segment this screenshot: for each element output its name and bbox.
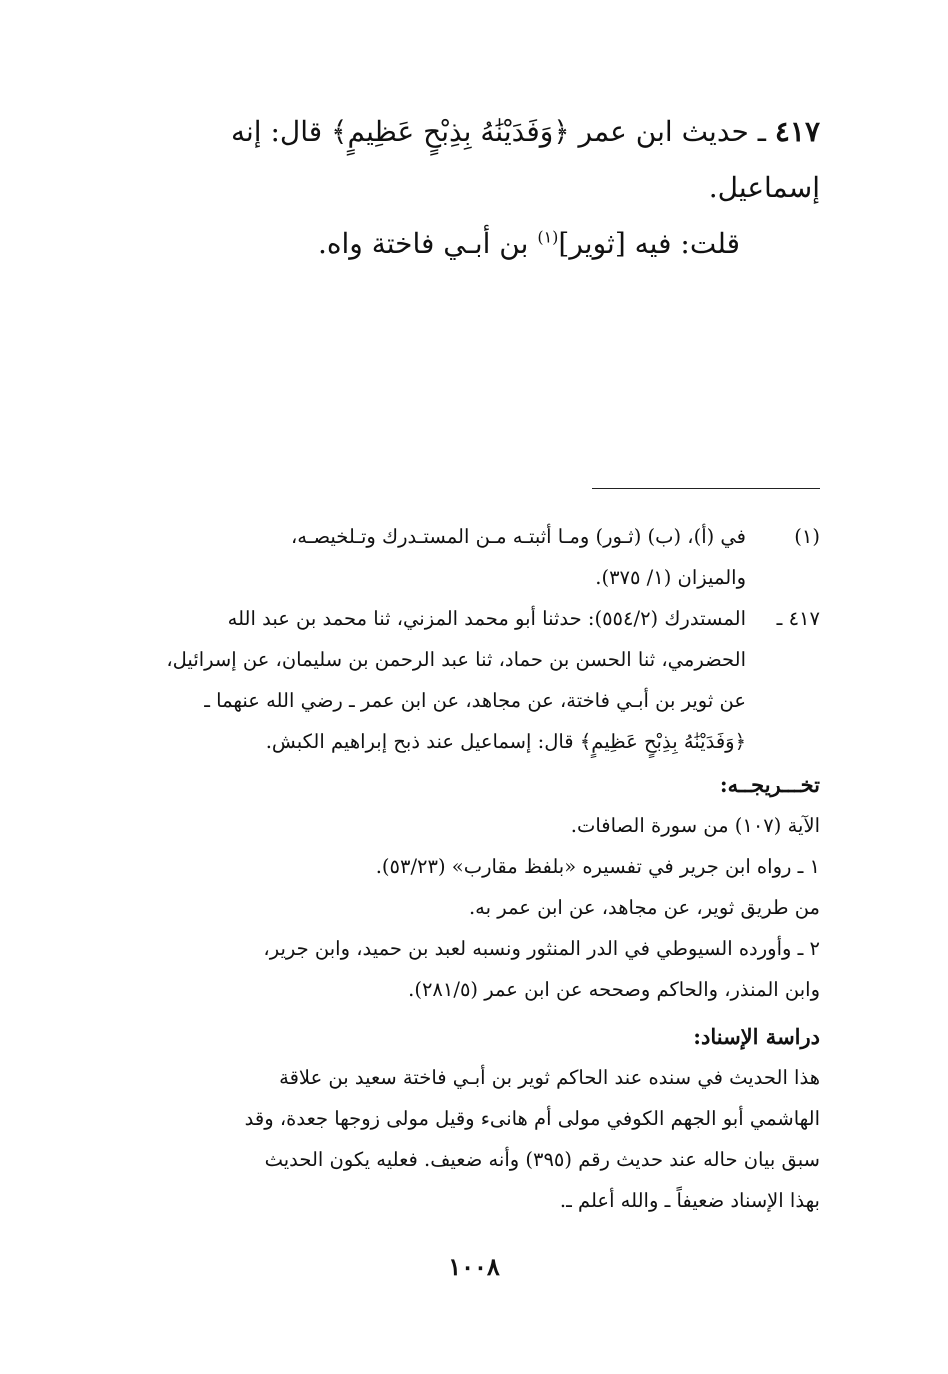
- dirasa-heading: دراسة الإسناد:: [693, 1024, 820, 1049]
- takhrij-line: من طريق ثوير، عن مجاهد، عن ابن عمر به.: [468, 896, 820, 919]
- hadith-text: ـ حديث ابن عمر ﴿وَفَدَيْنَٰهُ بِذِبْحٍ عَظِيمٍ﴾ قال: إنه إسماعيل.: [230, 115, 820, 204]
- footnote-1: [120, 516, 820, 598]
- dirasa-line: الهاشمي أبو الجهم الكوفي مولى أم هانىء وقيل مولى زوجها جعدة، وقد: [244, 1107, 820, 1130]
- footnote-line: الحضرمي، ثنا الحسن بن حماد، ثنا عبد الرحمن بن سليمان، عن إسرائيل،: [166, 648, 746, 671]
- dirasa-line: سبق بيان حاله عند حديث رقم (٣٩٥) وأنه ضعيف. فعليه يكون الحديث: [264, 1148, 820, 1171]
- footnote-marker: ٤١٧ ـ: [776, 607, 820, 630]
- dirasa-line: هذا الحديث في سنده عند الحاكم ثوير بن أبـي فاختة سعيد بن علاقة: [279, 1066, 820, 1089]
- takhrij-line: وابن المنذر، والحاكم وصححه عن ابن عمر (٢٨١/٥).: [408, 978, 820, 1001]
- page-number: ١٠٠٨: [448, 1252, 500, 1281]
- footnote-line: ﴿وَفَدَيْنَٰهُ بِذِبْحٍ عَظِيمٍ﴾ قال: إسماعيل عند ذبح إبراهيم الكبش.: [265, 730, 746, 753]
- takhrij-heading: تخـــريجــه:: [719, 772, 820, 797]
- footnotes: [120, 516, 820, 1221]
- main-text: [120, 104, 820, 272]
- hadith-number: ٤١٧: [774, 115, 820, 148]
- footnote-417: [120, 598, 820, 762]
- footnote-line: عن ثوير بن أبـي فاختة، عن مجاهد، عن ابن عمر ـ رضي الله عنهما ـ: [204, 689, 746, 712]
- footnote-marker: (١): [794, 525, 820, 548]
- takhrij-section: [120, 764, 820, 1010]
- comment-text-b: بن أبـي فاختة واه.: [317, 227, 538, 260]
- comment-text-a: قلت: فيه [ثوير]: [558, 227, 740, 260]
- hadith-417-line: [120, 104, 820, 216]
- footnote-line: في (أ)، (ب) (ثـور) ومـا أثبتـه مـن المستـدرك وتـلخيصـه،: [290, 525, 746, 548]
- takhrij-line: ١ ـ رواه ابن جرير في تفسيره «بلفظ مقارب» (٥٣/٢٣).: [375, 855, 820, 878]
- takhrij-line: ٢ ـ وأورده السيوطي في الدر المنثور ونسبه لعبد بن حميد، وابن جرير،: [263, 937, 820, 960]
- footnote-ref: (١): [537, 227, 559, 247]
- dirasa-line: بهذا الإسناد ضعيفاً ـ والله أعلم ـ.: [559, 1189, 820, 1212]
- footnote-line: والميزان (١/ ٣٧٥).: [595, 566, 746, 589]
- footnote-divider: [592, 488, 820, 489]
- footnote-line: المستدرك (٥٥٤/٢): حدثنا أبو محمد المزني، ثنا محمد بن عبد الله: [227, 607, 746, 630]
- comment-line: [120, 216, 820, 272]
- dirasa-section: [120, 1016, 820, 1221]
- takhrij-line: الآية (١٠٧) من سورة الصافات.: [570, 814, 820, 837]
